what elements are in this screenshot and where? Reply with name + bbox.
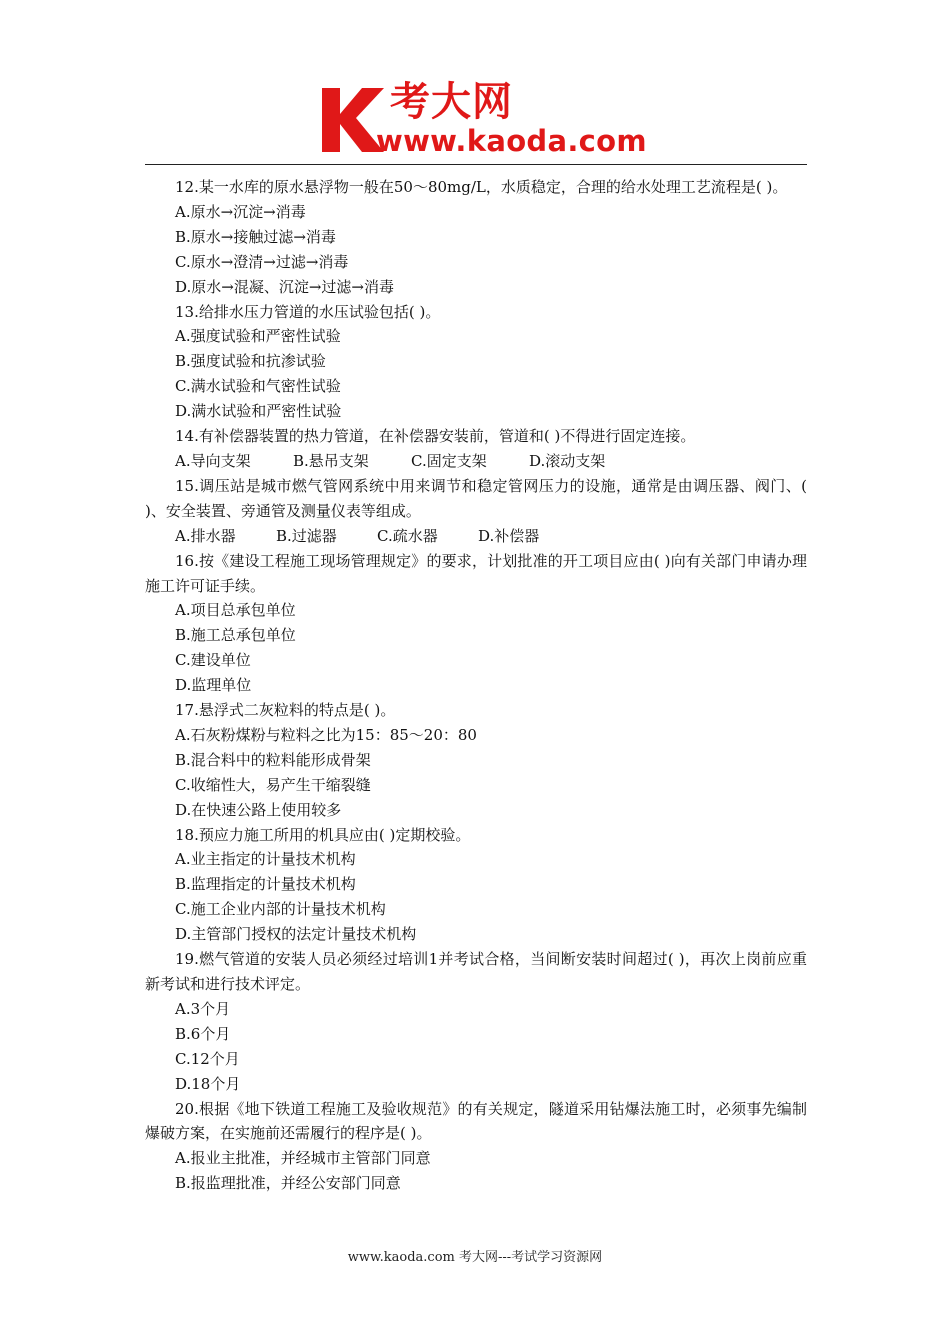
option-13a: A.强度试验和严密性试验 [175, 327, 341, 346]
question-18: 18.预应力施工所用的机具应由( )定期校验。 [175, 825, 471, 844]
question-15: 15.调压站是城市燃气管网系统中用来调节和稳定管网压力的设施，通常是由调压器、阀门、( )、安全装置、旁通管及测量仪表等组成。 [145, 476, 807, 520]
logo-url-text: www.kaoda.com [376, 124, 647, 158]
header-divider [145, 164, 807, 165]
option-17b: B.混合料中的粒料能形成骨架 [175, 750, 371, 769]
option-20b: B.报监理批准，并经公安部门同意 [175, 1174, 401, 1193]
option-16a: A.项目总承包单位 [175, 601, 296, 620]
option-13d: D.满水试验和严密性试验 [175, 402, 342, 421]
option-14a: A.导向支架 [175, 451, 251, 470]
question-17: 17.悬浮式二灰粒料的特点是( )。 [175, 701, 396, 720]
option-12c: C.原水→澄清→过滤→消毒 [175, 252, 349, 271]
question-14: 14.有补偿器装置的热力管道，在补偿器安装前，管道和( )不得进行固定连接。 [175, 427, 696, 446]
question-19: 19.燃气管道的安装人员必须经过培训1并考试合格，当间断安装时间超过( )，再次上岗前应重新考试和进行技术评定。 [145, 950, 807, 993]
options-15 [145, 524, 807, 549]
option-17c: C.收缩性大，易产生干缩裂缝 [175, 775, 371, 794]
option-17d: D.在快速公路上使用较多 [175, 800, 342, 819]
option-16d: D.监理单位 [175, 676, 252, 695]
question-13: 13.给排水压力管道的水压试验包括( )。 [175, 302, 441, 321]
option-12b: B.原水→接触过滤→消毒 [175, 227, 336, 246]
option-14b: B.悬吊支架 [293, 451, 369, 470]
option-14c: C.固定支架 [411, 451, 487, 470]
option-12d: D.原水→混凝、沉淀→过滤→消毒 [175, 277, 394, 296]
option-19a: A.3个月 [175, 999, 231, 1018]
option-15c: C.疏水器 [377, 526, 438, 545]
question-list [145, 175, 807, 1196]
option-17a: A.石灰粉煤粉与粒料之比为15：85～20：80 [175, 725, 477, 744]
option-12a: A.原水→沉淀→消毒 [175, 202, 306, 221]
option-18c: C.施工企业内部的计量技术机构 [175, 900, 386, 919]
option-13c: C.满水试验和气密性试验 [175, 377, 341, 396]
option-18a: A.业主指定的计量技术机构 [175, 850, 356, 869]
options-14 [145, 449, 807, 474]
option-15d: D.补偿器 [478, 526, 540, 545]
option-13b: B.强度试验和抗渗试验 [175, 352, 326, 371]
option-18b: B.监理指定的计量技术机构 [175, 875, 356, 894]
page-footer: www.kaoda.com 考大网---考试学习资源网 [347, 1250, 603, 1265]
option-19c: C.12个月 [175, 1049, 240, 1068]
question-12: 12.某一水库的原水悬浮物一般在50～80mg/L，水质稳定，合理的给水处理工艺流程是( )。 [175, 178, 788, 196]
question-16: 16.按《建设工程施工现场管理规定》的要求，计划批准的开工项目应由( )向有关部门申请办理施工许可证手续。 [145, 551, 807, 595]
option-14d: D.滚动支架 [529, 451, 606, 470]
option-15a: A.排水器 [175, 526, 236, 545]
option-19d: D.18个月 [175, 1074, 241, 1093]
question-20: 20.根据《地下铁道工程施工及验收规范》的有关规定，隧道采用钻爆法施工时，必须事先编制爆破方案，在实施前还需履行的程序是( )。 [145, 1099, 807, 1143]
option-15b: B.过滤器 [276, 526, 337, 545]
option-16b: B.施工总承包单位 [175, 626, 296, 645]
option-20a: A.报业主批准，并经城市主管部门同意 [175, 1149, 431, 1168]
site-logo [318, 78, 647, 160]
option-19b: B.6个月 [175, 1024, 231, 1043]
option-16c: C.建设单位 [175, 651, 251, 670]
option-18d: D.主管部门授权的法定计量技术机构 [175, 925, 417, 944]
logo-brand-text: 考大网 [390, 79, 513, 125]
